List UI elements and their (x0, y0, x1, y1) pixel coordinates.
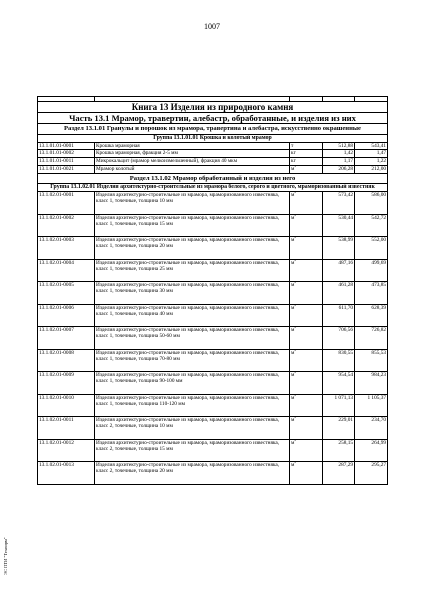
item-price-current: 586,00 (355, 192, 388, 215)
unit-exponent: 2 (294, 302, 297, 307)
table-row (38, 259, 388, 282)
item-unit (290, 257, 323, 285)
item-unit (290, 302, 323, 330)
item-price-current: 628,39 (355, 304, 388, 327)
unit-exponent: 2 (294, 190, 297, 195)
item-price-current: 212,00 (355, 165, 388, 173)
item-name: Изделия архитектурно-строительные из мрамора, мраморизованного известняка, класс 1, точечные, толщина 25 мм (95, 259, 290, 282)
table-row (38, 417, 388, 440)
item-price: 706,56 (323, 327, 355, 350)
item-unit (290, 237, 323, 260)
unit-exponent: 2 (294, 370, 297, 375)
item-price-current: 542,72 (355, 214, 388, 237)
item-name: Изделия архитектурно-строительные из мрамора, мраморизованного известняка, класс 1, точечные, толщина 110-120 мм (95, 394, 290, 417)
unit-exponent: 2 (294, 460, 297, 465)
book-title-row (38, 102, 388, 113)
group-title-row (38, 184, 388, 192)
item-name: Изделия архитектурно-строительные из мрамора, мраморизованного известняка, класс 1, точечные, толщина 40 мм (95, 304, 290, 327)
item-code: 13.1.02.01-0003 (38, 237, 95, 260)
item-name: Изделия архитектурно-строительные из мрамора, мраморизованного известняка, класс 2, точечные, толщина 20 мм (95, 462, 290, 485)
page-number: 1007 (204, 22, 220, 31)
item-price-current: 552,00 (355, 237, 388, 260)
item-code: 13.1.02.01-0008 (38, 349, 95, 372)
item-price-current: 264,99 (355, 439, 388, 462)
item-code: 13.1.02.01-0010 (38, 394, 95, 417)
item-unit (290, 327, 323, 350)
section-title: Раздел 13.1.02 Мрамор обработанный и изделия из него (38, 173, 388, 184)
item-name: Крошка мраморная, фракция 2-5 мм (95, 150, 290, 158)
item-name: Изделия архитектурно-строительные из мрамора, мраморизованного известняка, класс 1, точечные, толщина 90-100 мм (95, 372, 290, 395)
unit-exponent: 2 (294, 212, 297, 217)
item-price-current: 543,41 (355, 142, 388, 150)
item-price: 1,17 (323, 158, 355, 166)
unit-label: м (291, 439, 295, 446)
item-unit (290, 212, 323, 240)
item-price: 573,42 (323, 192, 355, 215)
item-unit (290, 192, 323, 215)
item-unit (290, 165, 323, 173)
item-price: 206,28 (323, 165, 355, 173)
table-row (38, 327, 388, 350)
table-row (38, 304, 388, 327)
item-price: 538,99 (323, 237, 355, 260)
unit-label: кг (291, 158, 296, 165)
item-price-current: 726,82 (355, 327, 388, 350)
group-title: Группа 13.1.01.01 Крошка и колотый мрамор (38, 134, 388, 142)
unit-label: м (291, 165, 295, 172)
item-code: 13.1.02.01-0009 (38, 372, 95, 395)
item-price: 830,55 (323, 349, 355, 372)
table-row (38, 158, 388, 166)
item-price-current: 234,70 (355, 417, 388, 440)
item-price-current: 473,85 (355, 282, 388, 305)
item-price: 229,01 (323, 417, 355, 440)
item-unit (290, 417, 323, 440)
table-row (38, 462, 388, 485)
item-unit (290, 347, 323, 375)
unit-label: м (291, 349, 295, 356)
item-unit (290, 462, 323, 485)
item-code: 13.1.02.01-0002 (38, 214, 95, 237)
part-title: Часть 13.1 Мрамор, травертин, алебастр, обработанные, и изделия из них (38, 113, 388, 124)
item-price: 461,28 (323, 282, 355, 305)
unit-exponent: 2 (294, 415, 297, 420)
table-row (38, 439, 388, 462)
price-table (37, 96, 388, 485)
item-code: 13.1.02.01-0004 (38, 259, 95, 282)
item-price: 287,29 (323, 462, 355, 485)
item-price: 487,16 (323, 259, 355, 282)
table-row (38, 372, 388, 395)
unit-exponent: 3 (294, 164, 297, 169)
group-title-row (38, 134, 388, 142)
item-price-current: 1,22 (355, 158, 388, 166)
unit-label: м (291, 462, 295, 469)
item-code: 13.1.01.01-0021 (38, 165, 95, 173)
item-name: Крошка мраморная (95, 142, 290, 150)
item-name: Изделия архитектурно-строительные из мрамора, мраморизованного известняка, класс 2, точечные, толщина 15 мм (95, 439, 290, 462)
unit-label: м (291, 417, 295, 424)
table-row (38, 394, 388, 417)
book-title: Книга 13 Изделия из природного камня (38, 102, 388, 113)
item-name: Изделия архитектурно-строительные из мрамора, мраморизованного известняка, класс 1, точечные, толщина 50-60 мм (95, 327, 290, 350)
item-code: 13.1.02.01-0001 (38, 192, 95, 215)
item-name: Изделия архитектурно-строительные из мрамора, мраморизованного известняка, класс 1, точечные, толщина 20 мм (95, 237, 290, 260)
item-name: Изделия архитектурно-строительные из мрамора, мраморизованного известняка, класс 1, точечные, толщина 10 мм (95, 192, 290, 215)
unit-label: м (291, 394, 295, 401)
table-row (38, 282, 388, 305)
unit-label: м (291, 259, 295, 266)
unit-exponent: 2 (294, 437, 297, 442)
item-name: Мрамор колотый (95, 165, 290, 173)
unit-exponent: 2 (294, 325, 297, 330)
table-row (38, 165, 388, 173)
unit-label: м (291, 327, 295, 334)
item-price: 1,42 (323, 150, 355, 158)
item-unit (290, 282, 323, 305)
item-code: 13.1.02.01-0013 (38, 462, 95, 485)
unit-label: м (291, 214, 295, 221)
item-name: Изделия архитектурно-строительные из мрамора, мраморизованного известняка, класс 1, точечные, толщина 70-80 мм (95, 349, 290, 372)
unit-exponent: 2 (294, 280, 297, 285)
item-name: Изделия архитектурно-строительные из мрамора, мраморизованного известняка, класс 2, точечные, толщина 10 мм (95, 417, 290, 440)
item-price-current: 1,47 (355, 150, 388, 158)
unit-exponent: 2 (294, 257, 297, 262)
item-unit (290, 150, 323, 158)
item-price-current: 855,53 (355, 349, 388, 372)
side-note: ЭС ПТИ "Технорм" (3, 537, 8, 575)
table-row (38, 237, 388, 260)
item-price: 1 071,13 (323, 394, 355, 417)
unit-exponent: 2 (294, 235, 297, 240)
unit-exponent: 2 (294, 392, 297, 397)
unit-label: м (291, 282, 295, 289)
item-price-current: 984,23 (355, 372, 388, 395)
item-price-current: 499,69 (355, 259, 388, 282)
table-row (38, 214, 388, 237)
item-code: 13.1.01.01-0011 (38, 158, 95, 166)
item-price: 530,44 (323, 214, 355, 237)
item-code: 13.1.02.01-0007 (38, 327, 95, 350)
item-name: Микрокальцит (мрамор мелкоизмельченный), фракция 40 мкм (95, 158, 290, 166)
section-title-row (38, 124, 388, 135)
item-name: Изделия архитектурно-строительные из мрамора, мраморизованного известняка, класс 1, точечные, толщина 30 мм (95, 282, 290, 305)
unit-label: м (291, 192, 295, 199)
unit-label: м (291, 372, 295, 379)
item-unit (290, 142, 323, 150)
item-price: 611,70 (323, 304, 355, 327)
unit-label: т (291, 142, 294, 149)
table-row (38, 150, 388, 158)
item-price: 512,88 (323, 142, 355, 150)
item-price: 258,15 (323, 439, 355, 462)
item-code: 13.1.01.01-0001 (38, 142, 95, 150)
table-row (38, 192, 388, 215)
item-name: Изделия архитектурно-строительные из мрамора, мраморизованного известняка, класс 1, точечные, толщина 15 мм (95, 214, 290, 237)
item-unit (290, 392, 323, 420)
unit-label: м (291, 304, 295, 311)
table-row (38, 349, 388, 372)
section-title: Раздел 13.1.01 Гранулы и порошок из мрамора, травертина и алебастра, искусственно окрашенные (38, 124, 388, 135)
unit-label: кг (291, 150, 296, 157)
item-code: 13.1.02.01-0011 (38, 417, 95, 440)
item-price-current: 1 105,37 (355, 394, 388, 417)
item-price-current: 295,27 (355, 462, 388, 485)
item-code: 13.1.02.01-0012 (38, 439, 95, 462)
unit-exponent: 2 (294, 347, 297, 352)
item-code: 13.1.02.01-0005 (38, 282, 95, 305)
section-title-row (38, 173, 388, 184)
group-title: Группа 13.1.02.01 Изделия архитектурно-строительные из мрамора белого, серого и цветного, мраморизованный известняк (38, 184, 388, 192)
item-unit (290, 372, 323, 395)
item-unit (290, 437, 323, 465)
table-row (38, 142, 388, 150)
item-price: 954,54 (323, 372, 355, 395)
unit-label: м (291, 237, 295, 244)
item-code: 13.1.02.01-0006 (38, 304, 95, 327)
part-title-row (38, 113, 388, 124)
item-code: 13.1.01.01-0002 (38, 150, 95, 158)
